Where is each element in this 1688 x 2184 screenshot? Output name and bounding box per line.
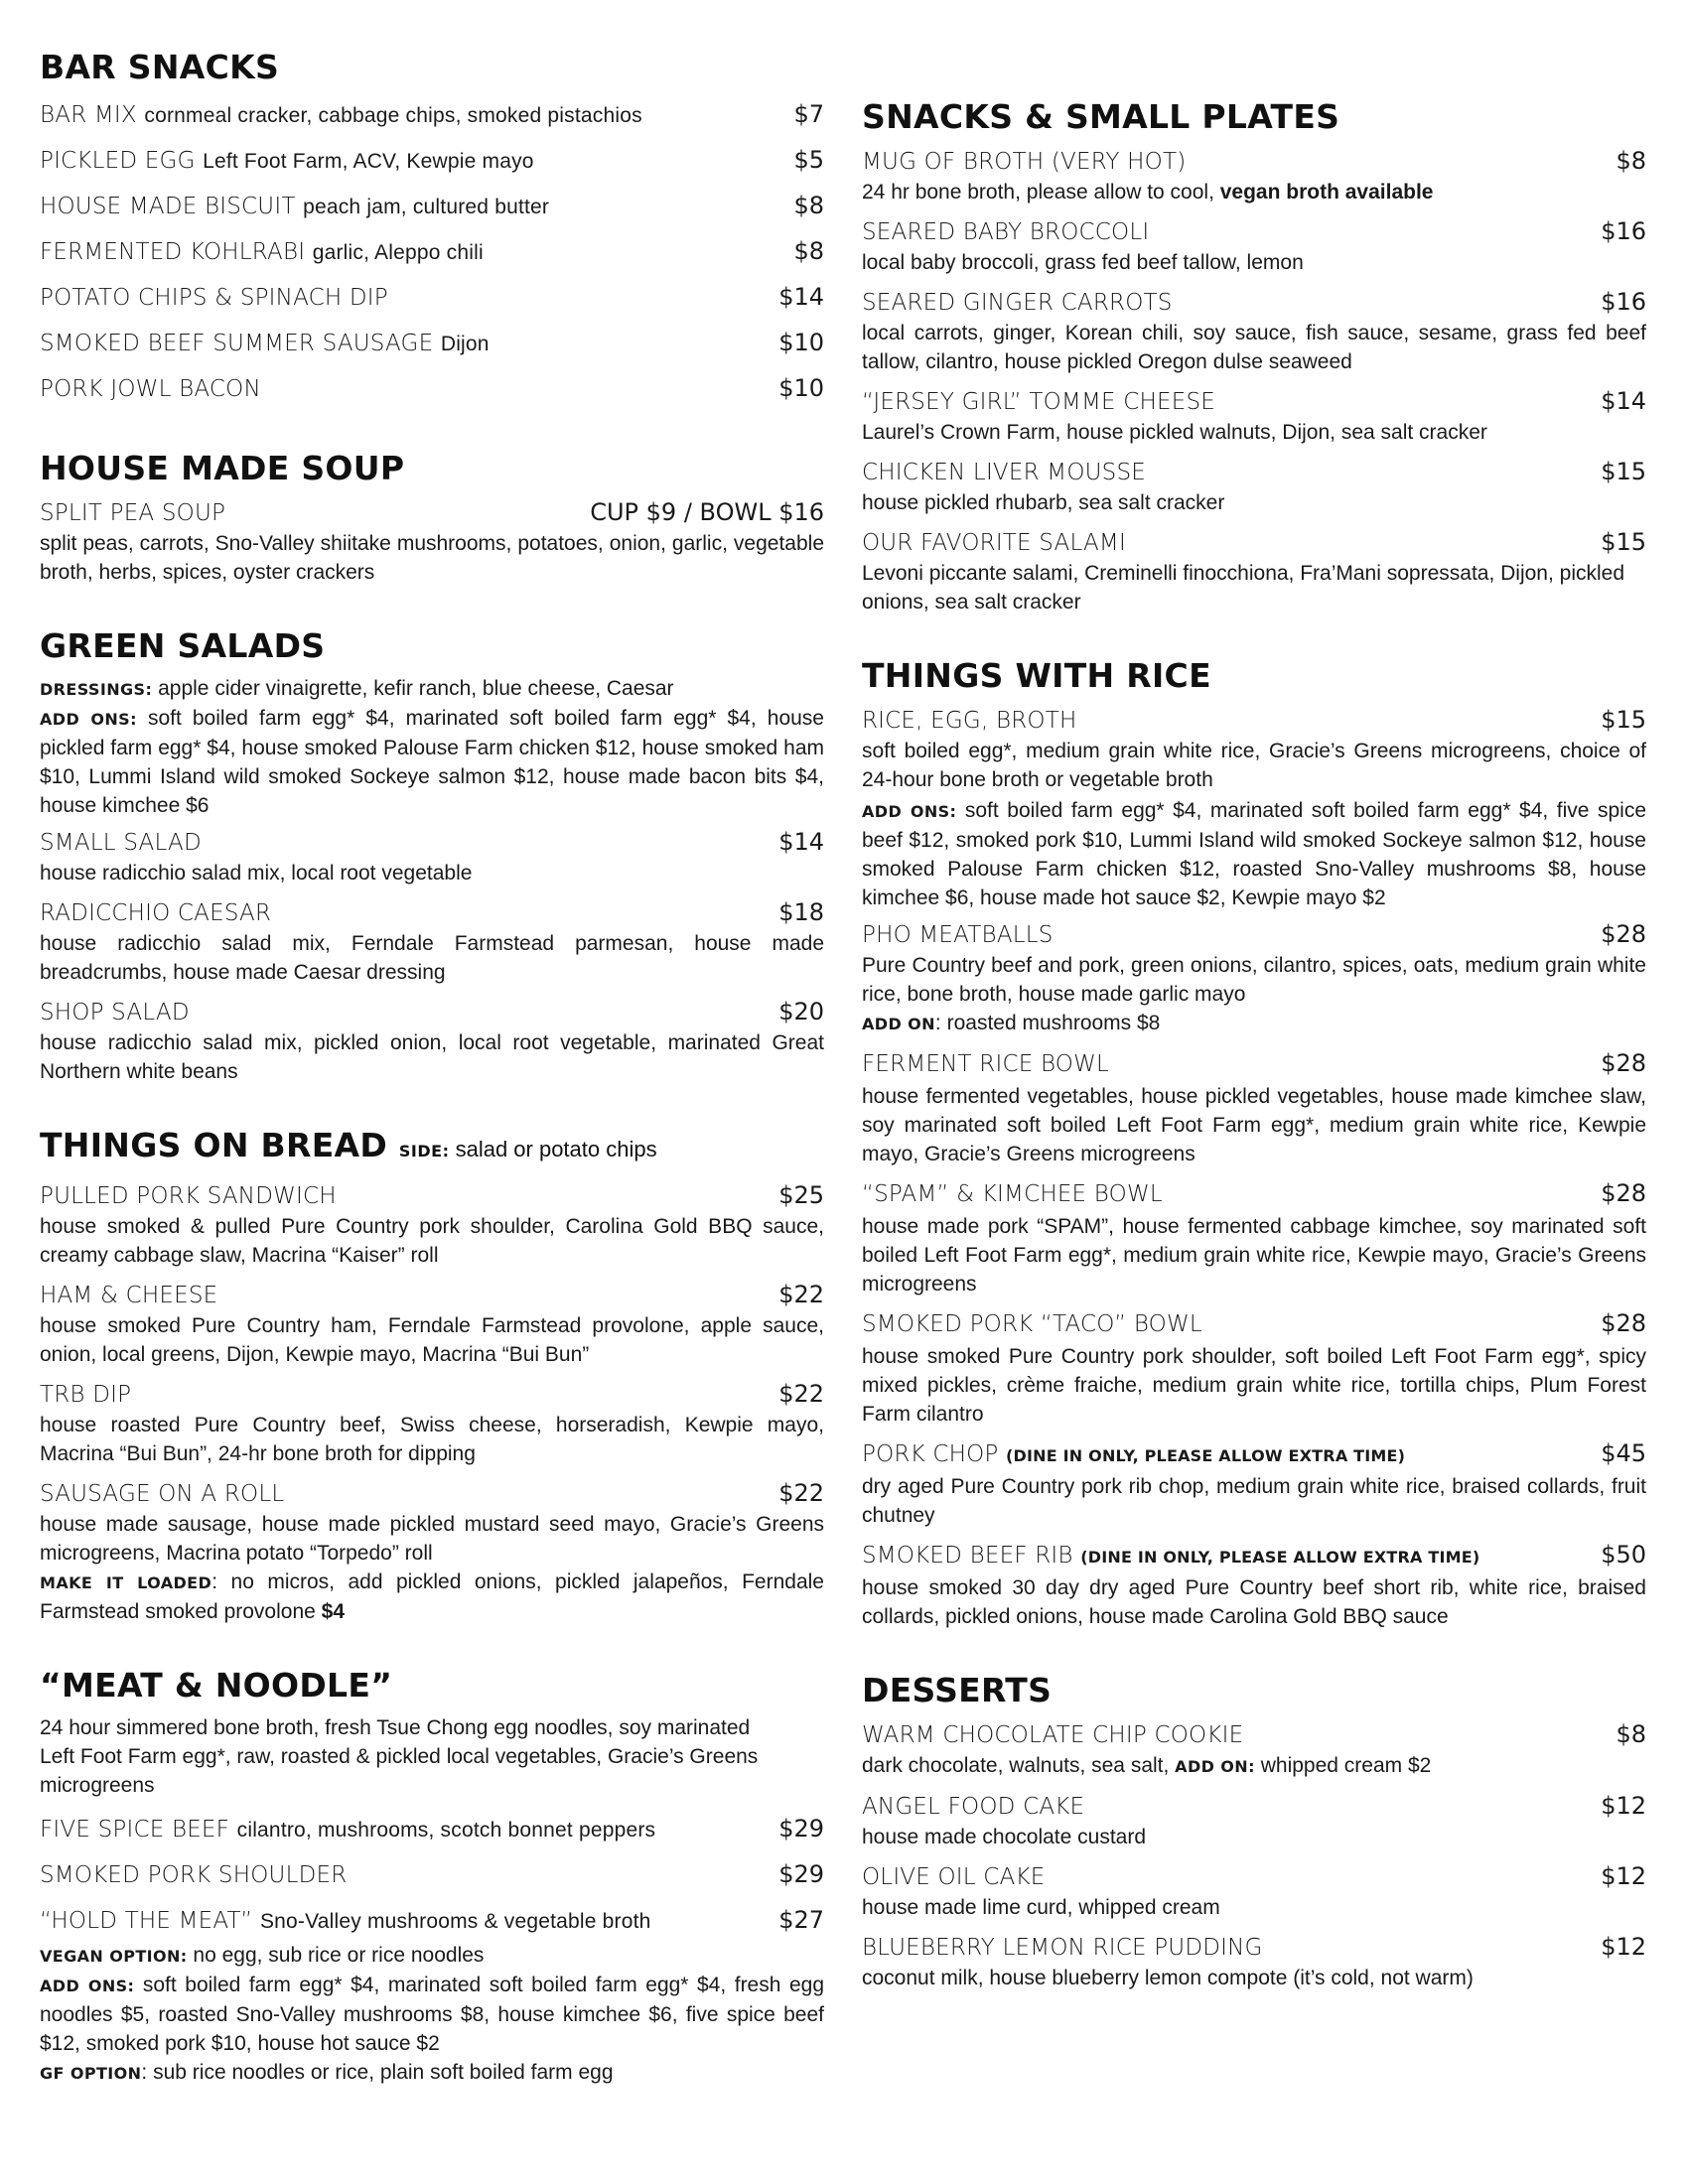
addons-label: ADD ONS:: [40, 710, 137, 729]
item-short-desc: Sno-Valley mushrooms & vegetable broth: [259, 1910, 651, 1933]
addons-label: ADD ONS:: [40, 1977, 135, 1995]
item-name: HOUSE MADE BISCUIT: [40, 194, 296, 219]
item-description: local carrots, ginger, Korean chili, soy sauce, fish sauce, sesame, grass fed beef tallow, cilantro, house pickled Oregon dulse seaweed: [862, 322, 1646, 373]
item-name: CHICKEN LIVER MOUSSE: [862, 460, 1146, 485]
section-title: THINGS ON BREAD: [40, 1126, 388, 1164]
item-description: house fermented vegetables, house pickled vegetables, house made kimchee slaw, soy marinated soft boiled Left Foot Farm egg*, medium grain white rice, Kewpie mayo, Gracie’s Greens microgreens: [862, 1085, 1646, 1165]
addons-note: [40, 1971, 824, 2058]
addons-note: [862, 796, 1646, 912]
menu-item: [862, 704, 1646, 794]
item-name: MUG OF BROTH (VERY HOT): [862, 149, 1187, 175]
section-title: DESSERTS: [862, 1671, 1053, 1709]
item-description: Levoni piccante salami, Creminelli finocchiona, Fra’Mani sopressata, Dijon, pickled onions, sea salt cracker: [862, 562, 1625, 614]
vegan-note: [40, 1941, 824, 1971]
addon-text: whipped cream $2: [1254, 1754, 1432, 1777]
menu-item: [862, 145, 1646, 206]
dressings-label: DRESSINGS:: [40, 680, 153, 699]
desserts-section: [862, 1671, 1646, 1992]
section-title: BAR SNACKS: [40, 48, 280, 86]
item-description: house roasted Pure Country beef, Swiss cheese, horseradish, Kewpie mayo, Macrina “Bui Bun”, 24-hr bone broth for dipping: [40, 1414, 824, 1465]
dressings-note: [40, 674, 824, 704]
menu-item: [862, 1718, 1646, 1781]
item-price: $25: [778, 1181, 824, 1209]
noodle-intro: 24 hour simmered bone broth, fresh Tsue Chong egg noodles, soy marinated Left Foot Farm egg*, raw, roasted & pickled local vegetables, Gracie’s Greens microgreens: [40, 1716, 759, 1797]
item-name: SPLIT PEA SOUP: [40, 500, 226, 526]
gf-label: GF OPTION: [40, 2064, 142, 2083]
loaded-label: MAKE IT LOADED: [40, 1573, 212, 1592]
item-description: house made lime curd, whipped cream: [862, 1896, 1220, 1919]
item-price: $12: [1601, 1862, 1646, 1890]
item-name: WARM CHOCOLATE CHIP COOKIE: [862, 1722, 1244, 1748]
item-name: SMOKED PORK “TACO” BOWL: [862, 1311, 1202, 1337]
item-price: $10: [778, 374, 824, 402]
item-short-desc: cornmeal cracker, cabbage chips, smoked pistachios: [144, 104, 642, 127]
vegan-text: no egg, sub rice or rice noodles: [187, 1944, 485, 1967]
item-name: PORK CHOP: [862, 1441, 999, 1467]
menu-item: [862, 1307, 1646, 1429]
menu-item: [40, 496, 824, 587]
item-price: $45: [1601, 1439, 1646, 1467]
item-price: $27: [778, 1906, 824, 1934]
dressings-text: apple cider vinaigrette, kefir ranch, blue cheese, Caesar: [152, 677, 674, 700]
item-name: SAUSAGE ON A ROLL: [40, 1481, 285, 1507]
item-name: SEARED GINGER CARROTS: [862, 290, 1173, 316]
menu-item: [40, 1477, 824, 1626]
item-name: “SPAM” & KIMCHEE BOWL: [862, 1181, 1163, 1207]
item-name: SEARED BABY BROCCOLI: [862, 219, 1150, 245]
pho-addon-label: ADD ON: [862, 1015, 935, 1033]
menu-item: [40, 1378, 824, 1468]
item-price: $28: [1601, 1179, 1646, 1207]
side-text: salad or potato chips: [449, 1137, 657, 1161]
item-note: (DINE IN ONLY, PLEASE ALLOW EXTRA TIME): [1006, 1446, 1406, 1465]
item-price: $16: [1601, 288, 1646, 316]
vegan-broth-note: vegan broth available: [1219, 181, 1434, 204]
item-price: $28: [1601, 1309, 1646, 1337]
item-short-desc: Dijon: [440, 333, 490, 355]
menu-item: [40, 187, 824, 226]
item-description: house smoked Pure Country pork shoulder, soft boiled Left Foot Farm egg*, spicy mixed pickles, crème fraiche, medium grain white rice, tortilla chips, Plum Forest Farm cilantro: [862, 1345, 1646, 1426]
item-price: $29: [778, 1815, 824, 1843]
item-name: HAM & CHEESE: [40, 1283, 218, 1308]
item-name: PICKLED EGG: [40, 148, 196, 174]
item-name: “JERSEY GIRL” TOMME CHEESE: [862, 389, 1216, 415]
section-title: GREEN SALADS: [40, 626, 326, 665]
item-name: OLIVE OIL CAKE: [862, 1864, 1046, 1890]
addons-text: soft boiled farm egg* $4, marinated soft boiled farm egg* $4, fresh egg noodles $5, roasted Sno-Valley mushrooms $8, house kimchee $6, five spice beef $12, smoked pork $10, house hot sauce $2: [40, 1974, 824, 2055]
item-name: SMOKED BEEF RIB: [862, 1543, 1073, 1569]
gf-text: : sub rice noodles or rice, plain soft boiled farm egg: [141, 2061, 614, 2084]
green-salads-section: [40, 626, 824, 1086]
item-name: FIVE SPICE BEEF: [40, 1817, 230, 1843]
item-short-desc: Left Foot Farm, ACV, Kewpie mayo: [203, 150, 534, 173]
pho-addon-text: : roasted mushrooms $8: [934, 1012, 1161, 1034]
menu-item: [40, 95, 824, 135]
item-description: dry aged Pure Country pork rib chop, medium grain white rice, braised collards, fruit chutney: [862, 1475, 1646, 1527]
item-description: house pickled rhubarb, sea salt cracker: [862, 491, 1225, 514]
menu-item: [862, 526, 1646, 616]
item-name: SMOKED BEEF SUMMER SAUSAGE: [40, 331, 434, 356]
item-price: $15: [1601, 528, 1646, 556]
item-description: house made pork “SPAM”, house fermented cabbage kimchee, soy marinated soft boiled Left Foot Farm egg*, medium grain white rice, Kewpie mayo, Gracie’s Greens microgreens: [862, 1215, 1646, 1296]
addon-label: ADD ON:: [1175, 1757, 1255, 1776]
item-price: $15: [1601, 706, 1646, 734]
item-price: $28: [1601, 920, 1646, 948]
item-price: $14: [778, 828, 824, 856]
menu-item: [40, 278, 824, 318]
item-name: ANGEL FOOD CAKE: [862, 1794, 1085, 1820]
item-name: “HOLD THE MEAT”: [40, 1908, 253, 1934]
menu-item: [40, 1810, 824, 1849]
item-price: $16: [1601, 217, 1646, 245]
item-description: local baby broccoli, grass fed beef tallow, lemon: [862, 251, 1304, 274]
item-price: $22: [778, 1479, 824, 1507]
addons-text: soft boiled farm egg* $4, marinated soft boiled farm egg* $4, house pickled farm egg* $4, house smoked Palouse Farm chicken $12, house smoked ham $10, Lummi Island wild smoked Sockeye salmon $12, house made bacon bits $4, house kimchee $6: [40, 707, 824, 817]
item-price: $12: [1601, 1792, 1646, 1820]
menu-item: [862, 286, 1646, 376]
item-name: OUR FAVORITE SALAMI: [862, 530, 1126, 556]
item-description: house smoked & pulled Pure Country pork shoulder, Carolina Gold BBQ sauce, creamy cabbage slaw, Macrina “Kaiser” roll: [40, 1215, 824, 1267]
item-name: BAR MIX: [40, 102, 137, 128]
item-price: $20: [778, 998, 824, 1025]
pho-addon-note: [862, 1009, 1646, 1038]
item-name: TRB DIP: [40, 1382, 132, 1408]
menu-item: [862, 385, 1646, 447]
menu-item: [40, 369, 824, 409]
side-label: SIDE:: [398, 1142, 450, 1160]
item-short-desc: garlic, Aleppo chili: [312, 241, 484, 264]
menu-item: [40, 232, 824, 272]
menu-item: [40, 1855, 824, 1895]
menu-item: [862, 1047, 1646, 1168]
item-description: split peas, carrots, Sno-Valley shiitake mushrooms, potatoes, onion, garlic, vegetable broth, herbs, spices, oyster crackers: [40, 532, 824, 584]
item-description: house smoked 30 day dry aged Pure Country beef short rib, white rice, braised collards, pickled onions, house made Carolina Gold BBQ sauce: [862, 1576, 1646, 1628]
section-title-row: [40, 1126, 824, 1171]
soup-section: [40, 449, 824, 587]
item-description: soft boiled egg*, medium grain white rice, Gracie’s Greens microgreens, choice of 24-hour bone broth or vegetable broth: [862, 740, 1646, 791]
menu-item: [40, 896, 824, 987]
right-column: [862, 97, 1646, 2032]
item-price: $29: [778, 1860, 824, 1888]
item-description: house radicchio salad mix, Ferndale Farmstead parmesan, house made breadcrumbs, house made Caesar dressing: [40, 932, 824, 984]
item-short-desc: cilantro, mushrooms, scotch bonnet peppers: [236, 1819, 656, 1842]
item-short-desc: peach jam, cultured butter: [303, 196, 550, 218]
item-price: $7: [793, 100, 824, 128]
menu-item: [862, 215, 1646, 277]
noodle-section: [40, 1666, 824, 2088]
item-name: SHOP SALAD: [40, 1000, 190, 1025]
item-price: $8: [1616, 1720, 1646, 1748]
menu-item: [862, 456, 1646, 517]
item-description: house radicchio salad mix, pickled onion, local root vegetable, marinated Great Northern white beans: [40, 1031, 824, 1083]
item-note: (DINE IN ONLY, PLEASE ALLOW EXTRA TIME): [1080, 1548, 1480, 1567]
section-title: SNACKS & SMALL PLATES: [862, 97, 1340, 136]
item-price: $22: [778, 1380, 824, 1408]
item-price: $8: [1616, 147, 1646, 175]
item-description: house radicchio salad mix, local root vegetable: [40, 862, 473, 885]
item-description: house smoked Pure Country ham, Ferndale Farmstead provolone, apple sauce, onion, local greens, Dijon, Kewpie mayo, Macrina “Bui Bun”: [40, 1314, 824, 1366]
menu-item: [862, 1177, 1646, 1298]
addons-text: soft boiled farm egg* $4, marinated soft boiled farm egg* $4, five spice beef $12, smoked pork $10, Lummi Island wild smoked Sockeye salmon $12, house smoked Palouse Farm chicken $12, roasted Sno-Valley mushrooms $8, house kimchee $6, house made hot sauce $2, Kewpie mayo $2: [862, 799, 1647, 909]
item-price: $50: [1601, 1541, 1646, 1569]
snacks-small-plates-section: [862, 97, 1646, 616]
menu-item: [40, 996, 824, 1086]
item-price: $22: [778, 1281, 824, 1308]
menu-item: [40, 141, 824, 181]
section-title: THINGS WITH RICE: [862, 656, 1211, 695]
item-name: SMALL SALAD: [40, 830, 202, 856]
bread-section: [40, 1126, 824, 1626]
item-price: $8: [793, 237, 824, 265]
item-price: $14: [1601, 387, 1646, 415]
loaded-price: $4: [321, 1600, 345, 1623]
item-description: house made sausage, house made pickled mustard seed mayo, Gracie’s Greens microgreens, Macrina potato “Torpedo” roll: [40, 1513, 824, 1565]
menu-item: [862, 1539, 1646, 1631]
item-name: RICE, EGG, BROTH: [862, 708, 1077, 734]
item-description: coconut milk, house blueberry lemon compote (it’s cold, not warm): [862, 1967, 1474, 1989]
addons-note: [40, 704, 824, 820]
item-price: $14: [778, 283, 824, 311]
section-title: “MEAT & NOODLE”: [40, 1666, 393, 1705]
menu-item: [862, 1931, 1646, 1992]
menu-item: [40, 1179, 824, 1270]
item-name: RADICCHIO CAESAR: [40, 900, 272, 926]
loaded-text: : no micros, add pickled onions, pickled jalapeños, Ferndale Farmstead smoked provolone: [40, 1570, 824, 1623]
rice-section: [862, 656, 1646, 1631]
menu-item: [862, 1860, 1646, 1922]
item-name: FERMENTED KOHLRABI: [40, 239, 306, 265]
item-price: $18: [778, 898, 824, 926]
item-price: $8: [793, 192, 824, 219]
menu-item: [40, 1279, 824, 1369]
item-description: Laurel’s Crown Farm, house pickled walnuts, Dijon, sea salt cracker: [862, 421, 1487, 444]
menu-item: [40, 324, 824, 363]
menu-item: [40, 1901, 824, 1941]
left-column: [40, 48, 824, 2127]
item-price: $12: [1601, 1933, 1646, 1961]
item-description-text: dark chocolate, walnuts, sea salt,: [862, 1754, 1176, 1777]
menu-item: [40, 826, 824, 887]
menu-item: [862, 1437, 1646, 1530]
item-description: [862, 178, 1646, 206]
section-title: HOUSE MADE SOUP: [40, 449, 405, 487]
vegan-label: VEGAN OPTION:: [40, 1947, 188, 1966]
item-price: CUP $9 / BOWL $16: [590, 498, 824, 526]
item-description: house made chocolate custard: [862, 1826, 1147, 1848]
item-name: PHO MEATBALLS: [862, 922, 1054, 948]
item-description-text: 24 hr bone broth, please allow to cool,: [862, 181, 1220, 204]
gf-note: [40, 2058, 824, 2088]
item-name: POTATO CHIPS & SPINACH DIP: [40, 285, 388, 311]
item-price: $15: [1601, 458, 1646, 485]
bar-snacks-section: [40, 48, 824, 409]
item-name: BLUEBERRY LEMON RICE PUDDING: [862, 1935, 1263, 1961]
loaded-note: [40, 1568, 824, 1626]
menu-item: [862, 918, 1646, 1038]
item-name: FERMENT RICE BOWL: [862, 1051, 1110, 1077]
item-name: PORK JOWL BACON: [40, 376, 261, 402]
menu-item: [862, 1790, 1646, 1851]
item-name: PULLED PORK SANDWICH: [40, 1183, 337, 1209]
addons-label: ADD ONS:: [862, 802, 957, 821]
item-description: Pure Country beef and pork, green onions, cilantro, spices, oats, medium grain white rice, bone broth, house made garlic mayo: [862, 954, 1646, 1006]
item-price: $10: [778, 329, 824, 356]
item-price: $5: [793, 146, 824, 174]
item-description: [862, 1751, 1646, 1781]
item-price: $28: [1601, 1049, 1646, 1077]
item-name: SMOKED PORK SHOULDER: [40, 1862, 348, 1888]
